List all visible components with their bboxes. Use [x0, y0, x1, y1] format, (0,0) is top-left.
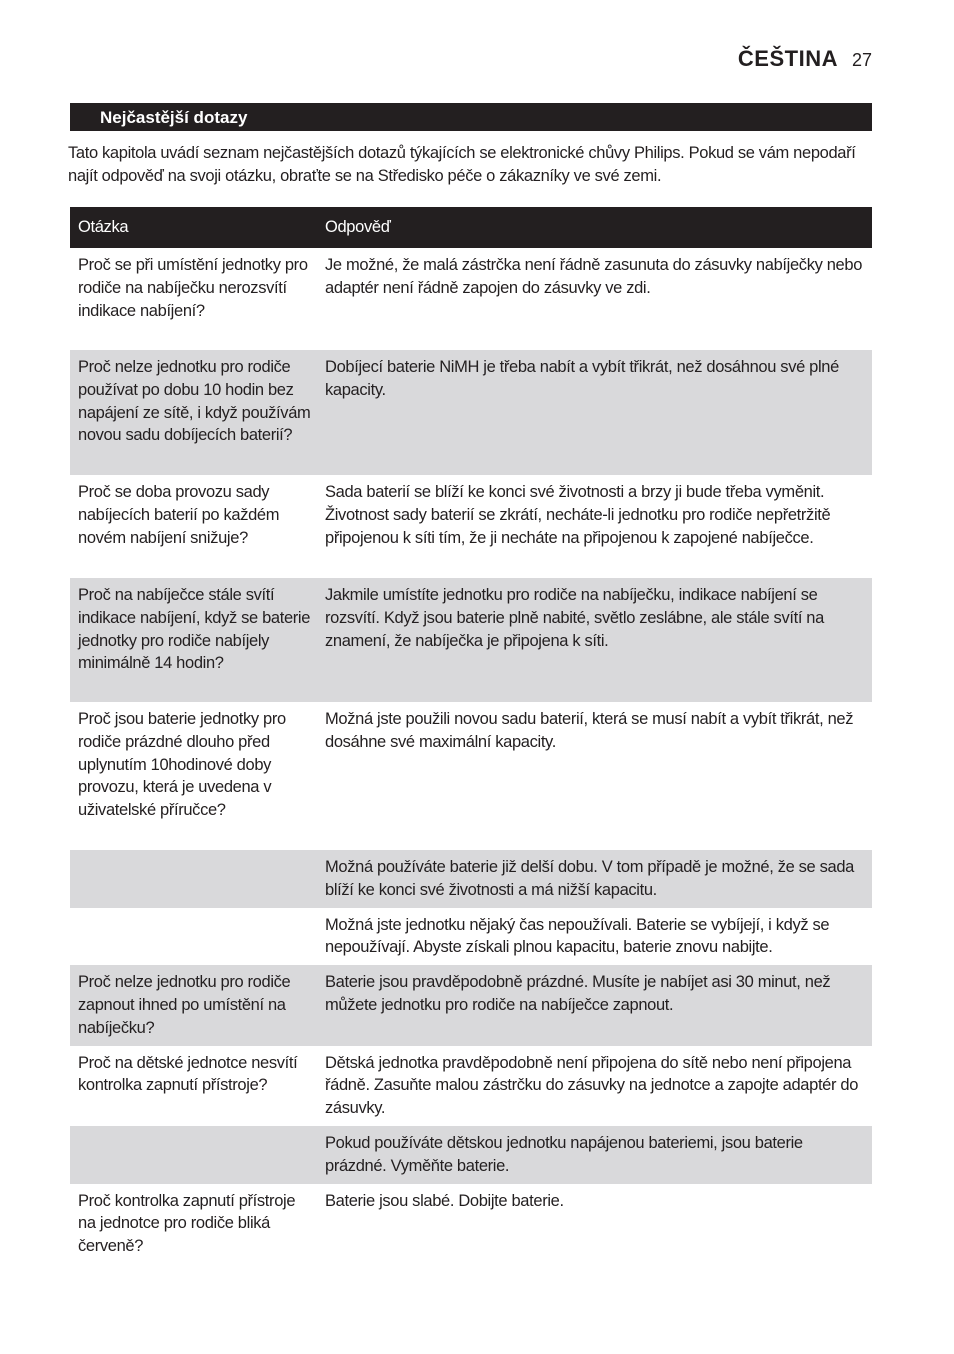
faq-table	[70, 207, 872, 1264]
column-header-question: Otázka	[70, 207, 317, 248]
answer-cell: Baterie jsou slabé. Dobijte baterie.	[325, 1191, 564, 1210]
answer-cell: Možná jste použili novou sadu baterií, která se musí nabít a vybít třikrát, než dosáhne své maximální kapacity.	[325, 710, 854, 751]
table-row	[70, 850, 872, 908]
question-cell: Proč nelze jednotku pro rodiče používat po dobu 10 hodin bez napájení ze sítě, i když používám novou sadu dobíjecích baterií?	[70, 350, 317, 475]
answer-cell: Jakmile umístíte jednotku pro rodiče na nabíječku, indikace nabíjení se rozsvítí. Když jsou baterie plně nabité, světlo zeslábne, ale stále svítí na znamení, že nabíječka je připojena k síti.	[317, 578, 872, 702]
question-cell	[70, 1126, 317, 1184]
page-number: 27	[851, 50, 872, 70]
question-cell: Proč se při umístění jednotky pro rodiče na nabíječku nerozsvítí indikace nabíjení?	[78, 256, 308, 320]
answer-cell: Možná jste jednotku nějaký čas nepoužívali. Baterie se vybíjejí, i když se nepoužívají. Abyste získali plnou kapacitu, baterie znovu nabijte.	[325, 915, 830, 957]
question-cell: Proč nelze jednotku pro rodiče zapnout ihned po umístění na nabíječku?	[70, 965, 317, 1045]
table-row	[70, 475, 872, 578]
table-row	[70, 578, 872, 702]
table-row	[70, 702, 872, 850]
table-row	[70, 1126, 872, 1184]
question-cell: Proč kontrolka zapnutí přístroje na jednotce pro rodiče bliká červeně?	[78, 1191, 296, 1256]
question-cell: Proč se doba provozu sady nabíjecích baterií po každém novém nabíjení snižuje?	[78, 483, 280, 547]
table-header-row	[70, 207, 872, 248]
table-row	[70, 350, 872, 475]
table-row	[70, 248, 872, 350]
answer-cell: Je možné, že malá zástrčka není řádně zasunuta do zásuvky nabíječky nebo adaptér není řádně zapojen do zásuvky ve zdi.	[325, 256, 863, 297]
table-row	[70, 1046, 872, 1126]
answer-cell: Dobíjecí baterie NiMH je třeba nabít a vybít třikrát, než dosáhnou své plné kapacity.	[317, 350, 872, 475]
page-header	[738, 46, 872, 72]
answer-cell: Možná používáte baterie již delší dobu. V tom případě je možné, že se sada blíží ke konci své životnosti a má nižší kapacitu.	[317, 850, 872, 908]
question-cell	[70, 908, 317, 966]
question-cell: Proč na nabíječce stále svítí indikace nabíjení, když se baterie jednotky pro rodiče nabíjely minimálně 14 hodin?	[70, 578, 317, 702]
column-header-answer: Odpověď	[317, 207, 872, 248]
answer-cell: Sada baterií se blíží ke konci své životnosti a brzy ji bude třeba vyměnit. Životnost sady baterií se zkrátí, necháte-li jednotku pro rodiče nepřetržitě připojenou k síti tím, že ji necháte na připojenou k zapojené nabíječce.	[325, 483, 831, 547]
intro-paragraph: Tato kapitola uvádí seznam nejčastějších dotazů týkajících se elektronické chůvy Philips. Pokud se vám nepodaří najít odpověď na svoji otázku, obraťte se na Středisko péče o zákazníky ve své zemi.	[68, 144, 856, 185]
question-cell: Proč jsou baterie jednotky pro rodiče prázdné dlouho před uplynutím 10hodinové doby provozu, která je uvedena v uživatelské příručce?	[78, 710, 286, 820]
question-cell	[70, 850, 317, 908]
language-label: ČEŠTINA	[737, 46, 838, 71]
answer-cell: Pokud používáte dětskou jednotku napájenou bateriemi, jsou baterie prázdné. Vyměňte baterie.	[317, 1126, 872, 1184]
question-cell: Proč na dětské jednotce nesvítí kontrolka zapnutí přístroje?	[78, 1053, 298, 1095]
table-row	[70, 965, 872, 1045]
answer-cell: Baterie jsou pravděpodobně prázdné. Musíte je nabíjet asi 30 minut, než můžete jednotku pro rodiče na nabíječce zapnout.	[317, 965, 872, 1045]
table-row	[70, 1184, 872, 1264]
answer-cell: Dětská jednotka pravděpodobně není připojena do sítě nebo není připojena řádně. Zasuňte malou zástrčku do zásuvky na jednotce a zapojte adaptér do zásuvky.	[325, 1053, 859, 1118]
section-title: Nejčastější dotazy	[70, 103, 872, 131]
table-row	[70, 908, 872, 966]
